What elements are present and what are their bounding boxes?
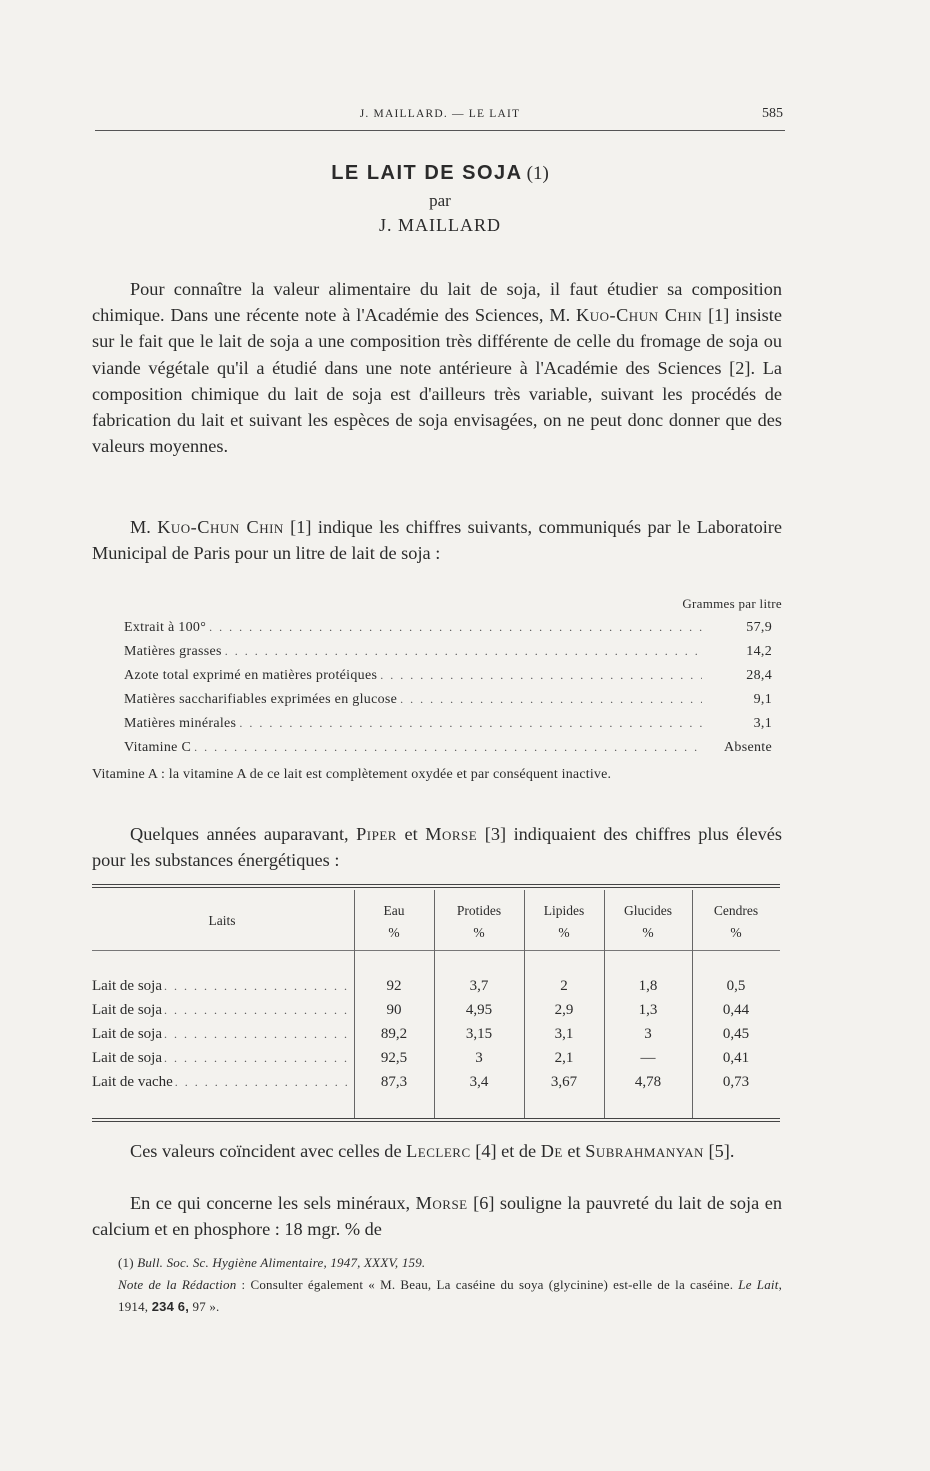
title-block xyxy=(95,162,785,236)
table-header-glucides xyxy=(604,900,692,944)
composition-row xyxy=(124,620,772,644)
dot-leader xyxy=(162,1027,347,1042)
paragraph-sels-mineraux-text-2: [6] souligne la pauvreté du lait de soja en calcium et en phosphore : 18 mgr. % de xyxy=(92,1193,782,1240)
article-title xyxy=(95,162,785,185)
paragraph-leclerc-text-3: et xyxy=(562,1141,586,1161)
cell-protides: 3,15 xyxy=(465,1026,493,1042)
paragraph-chiffres xyxy=(92,514,782,566)
volume-number: 234 6, xyxy=(151,1299,190,1314)
table-row xyxy=(92,1074,780,1098)
table-header-lipides xyxy=(524,900,604,944)
cell-eau: 87,3 xyxy=(380,1074,408,1090)
dot-leader xyxy=(222,644,702,659)
table-row-label xyxy=(92,1074,347,1091)
cell-cendres: 0,44 xyxy=(722,1002,750,1018)
composition-unit-header: Grammes par litre xyxy=(682,596,782,611)
table-top-rule xyxy=(92,884,780,888)
cell-glucides: 1,3 xyxy=(638,1002,658,1018)
footnotes xyxy=(92,1252,782,1318)
dot-leader xyxy=(397,692,702,707)
paragraph-sels-mineraux-text-1: En ce qui concerne les sels minéraux, xyxy=(130,1193,416,1213)
editor-note-text-2: , 1914, xyxy=(118,1277,783,1314)
paragraph-sels-mineraux xyxy=(92,1190,782,1242)
footnote-1 xyxy=(92,1252,782,1274)
author-reference: Kuo-Chun Chin xyxy=(157,517,284,537)
composition-label: Matières minérales xyxy=(124,716,237,731)
table-header-unit: % xyxy=(730,925,742,940)
paragraph-intro-text-2: [1] insiste sur le fait que le lait de soja a une composition très différente de celle du fromage de soja ou viande végétale qu'il a étudié dans une note antérieure à l'Académie des Sciences [2]. La composition chimique du lait de soja est d'ailleurs très variable, suivant les procédés de fabrication du lait et suivant les espèces de soja envisagées, on ne peut donc donner que des valeurs moyennes. xyxy=(92,305,782,457)
cell-lipides: 2,9 xyxy=(554,1002,574,1018)
table-header-unit: % xyxy=(473,925,485,940)
table-row xyxy=(92,978,780,1002)
dot-leader xyxy=(236,716,702,731)
composition-row xyxy=(124,692,772,716)
table-row xyxy=(92,1026,780,1050)
table-header-label: Lipides xyxy=(543,903,585,918)
author-reference: Piper xyxy=(356,824,397,844)
composition-label: Matières grasses xyxy=(124,644,222,659)
table-header-label: Protides xyxy=(456,903,502,918)
composition-value: 9,1 xyxy=(753,692,772,707)
cell-glucides: 3 xyxy=(644,1026,652,1042)
cell-lipides: 2 xyxy=(560,978,568,994)
running-head-title: J. MAILLARD. — LE LAIT xyxy=(359,108,521,120)
table-header-protides xyxy=(434,900,524,944)
composition-row xyxy=(124,668,772,692)
milk-type: Lait de vache xyxy=(92,1074,173,1090)
cell-lipides: 3,67 xyxy=(550,1074,578,1090)
paragraph-leclerc-text-1: Ces valeurs coïncident avec celles de xyxy=(130,1141,407,1161)
cell-eau: 90 xyxy=(386,1002,402,1018)
editor-note-label: Note de la Rédaction xyxy=(118,1277,237,1292)
cell-eau: 92,5 xyxy=(380,1050,408,1066)
table-row-label xyxy=(92,978,347,995)
composition-value: 57,9 xyxy=(746,620,772,635)
composition-label: Vitamine C xyxy=(124,740,192,755)
composition-label: Matières saccharifiables exprimées en glucose xyxy=(124,692,398,707)
table-header-label: Cendres xyxy=(713,903,759,918)
table-header-rule xyxy=(92,950,780,951)
milk-type: Lait de soja xyxy=(92,978,162,994)
table-header-label: Glucides xyxy=(624,903,672,918)
page-number: 585 xyxy=(762,106,783,121)
table-header-unit: % xyxy=(388,925,400,940)
dot-leader xyxy=(173,1075,347,1090)
author-name: J. MAILLARD xyxy=(379,215,501,235)
milk-type: Lait de soja xyxy=(92,1002,162,1018)
dot-leader xyxy=(162,979,347,994)
cell-glucides: 4,78 xyxy=(634,1074,662,1090)
paragraph-leclerc xyxy=(92,1138,782,1164)
cell-protides: 3,7 xyxy=(469,978,489,994)
table-header-cendres xyxy=(692,900,780,944)
cell-protides: 3,4 xyxy=(469,1074,489,1090)
table-header-unit: % xyxy=(558,925,570,940)
paragraph-piper-morse-text-2: et xyxy=(396,824,426,844)
table-row-label xyxy=(92,1002,347,1019)
table-header-unit: % xyxy=(642,925,654,940)
composition-value: 14,2 xyxy=(746,644,772,659)
composition-label: Azote total exprimé en matières protéiques xyxy=(124,668,378,683)
composition-row xyxy=(124,740,772,764)
title-par: par xyxy=(429,191,451,210)
composition-row xyxy=(124,716,772,740)
author-reference: Subrahmanyan xyxy=(585,1141,704,1161)
dot-leader xyxy=(377,668,702,683)
journal-name: Le Lait xyxy=(738,1277,779,1292)
cell-lipides: 2,1 xyxy=(554,1050,574,1066)
paragraph-leclerc-text-4: [5]. xyxy=(703,1141,735,1161)
header-rule xyxy=(95,130,785,131)
composition-label: Extrait à 100° xyxy=(124,620,207,635)
title-footnote-ref: (1) xyxy=(526,163,549,184)
vitamin-note: Vitamine A : la vitamine A de ce lait est complètement oxydée et par conséquent inactive. xyxy=(92,767,612,782)
author-reference: Morse xyxy=(425,824,478,844)
dot-leader xyxy=(162,1051,347,1066)
editor-note-text-3: 97 ». xyxy=(189,1299,220,1314)
table-row-label xyxy=(92,1050,347,1067)
composition-table xyxy=(92,884,780,1128)
dot-leader xyxy=(191,740,702,755)
table-header-label: Eau xyxy=(383,903,405,918)
table-header-label: Laits xyxy=(208,913,236,928)
composition-list xyxy=(124,620,772,764)
milk-type: Lait de soja xyxy=(92,1050,162,1066)
editor-note-text-1: : Consulter également « M. Beau, La caséine du soya (glycinine) est-elle de la caséine. xyxy=(236,1277,739,1292)
cell-glucides: — xyxy=(640,1050,656,1066)
cell-eau: 89,2 xyxy=(380,1026,408,1042)
paragraph-piper-morse xyxy=(92,821,782,873)
footnote-number: (1) xyxy=(118,1255,134,1270)
author-reference: Morse xyxy=(415,1193,468,1213)
paragraph-piper-morse-text-1: Quelques années auparavant, xyxy=(130,824,357,844)
cell-cendres: 0,41 xyxy=(722,1050,750,1066)
paragraph-intro xyxy=(92,276,782,459)
cell-cendres: 0,73 xyxy=(722,1074,750,1090)
footnote-citation: Bull. Soc. Sc. Hygiène Alimentaire, 1947, XXXV, 159. xyxy=(137,1255,426,1270)
paragraph-chiffres-text-1: M. xyxy=(130,517,158,537)
cell-eau: 92 xyxy=(386,978,402,994)
table-body xyxy=(92,978,780,1098)
milk-type: Lait de soja xyxy=(92,1026,162,1042)
table-row xyxy=(92,1002,780,1026)
cell-protides: 4,95 xyxy=(465,1002,493,1018)
article-title-text: LE LAIT DE SOJA xyxy=(331,162,523,184)
table-row-label xyxy=(92,1026,347,1043)
author-reference: Kuo-Chun Chin xyxy=(576,305,703,326)
cell-cendres: 0,45 xyxy=(722,1026,750,1042)
table-row xyxy=(92,1050,780,1074)
table-header-eau xyxy=(354,900,434,944)
paragraph-leclerc-text-2: [4] et de xyxy=(470,1141,541,1161)
composition-value: 3,1 xyxy=(753,716,772,731)
composition-value: 28,4 xyxy=(746,668,772,683)
dot-leader xyxy=(162,1003,347,1018)
table-header-laits xyxy=(152,910,292,932)
composition-value: Absente xyxy=(724,740,772,755)
cell-cendres: 0,5 xyxy=(726,978,746,994)
paragraph-piper-morse-text-3: [3] indiquaient des chiffres plus élevés pour les substances énergétiques : xyxy=(92,824,782,871)
composition-row xyxy=(124,644,772,668)
cell-glucides: 1,8 xyxy=(638,978,658,994)
table-bottom-rule xyxy=(92,1118,780,1122)
running-head xyxy=(95,108,785,132)
dot-leader xyxy=(206,620,702,635)
cell-protides: 3 xyxy=(475,1050,483,1066)
footnote-editor-note xyxy=(92,1274,782,1318)
cell-lipides: 3,1 xyxy=(554,1026,574,1042)
paragraph-intro-text-1: Pour connaître la valeur alimentaire du lait de soja, il faut étudier sa composition chimique. Dans une récente note à l'Académie des Sciences, M. xyxy=(92,279,782,326)
author-reference: De xyxy=(540,1141,563,1161)
paragraph-chiffres-text-2: [1] indique les chiffres suivants, communiqués par le Laboratoire Municipal de Paris pour un litre de lait de soja : xyxy=(92,517,782,564)
author-reference: Leclerc xyxy=(406,1141,471,1161)
